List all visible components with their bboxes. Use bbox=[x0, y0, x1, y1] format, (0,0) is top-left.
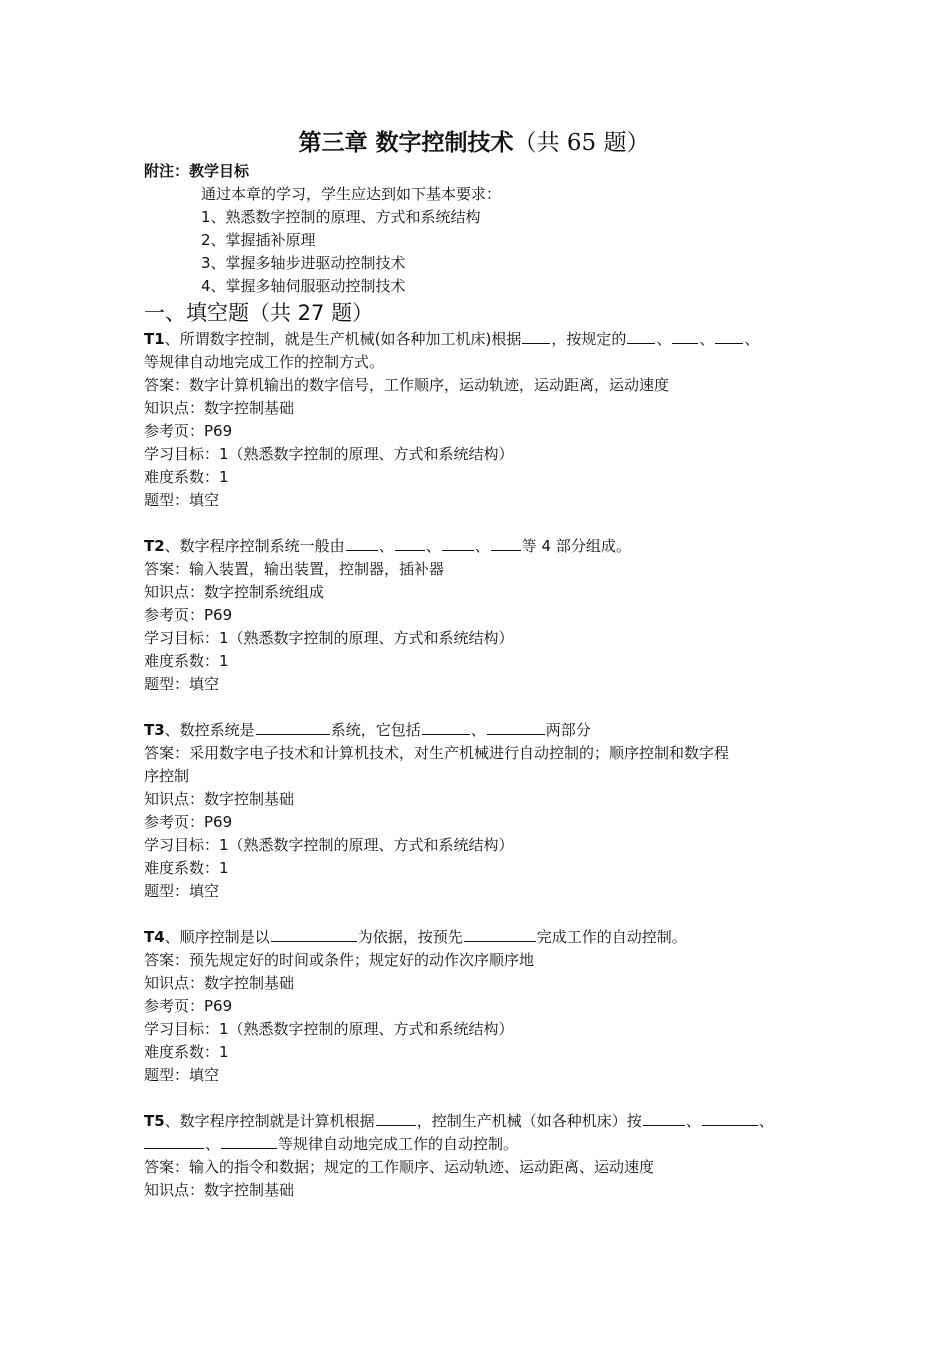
stem-text: 、 bbox=[425, 537, 441, 555]
question-t1 bbox=[144, 328, 824, 512]
answer-line-continued: 序控制 bbox=[144, 767, 190, 785]
answer-blank bbox=[271, 926, 357, 942]
question-stem bbox=[144, 328, 824, 351]
page-title bbox=[144, 126, 804, 160]
objectives-intro: 通过本章的学习，学生应达到如下基本要求： bbox=[201, 185, 502, 203]
answer-blank bbox=[464, 926, 536, 942]
stem-text: 、顺序控制是以 bbox=[164, 928, 270, 946]
answer-line: 答案：预先规定好的时间或条件；规定好的动作次序顺序地 bbox=[144, 951, 535, 969]
difficulty-line: 难度系数：1 bbox=[144, 468, 229, 486]
answer-blank bbox=[376, 1110, 416, 1126]
question-type-line: 题型：填空 bbox=[144, 1066, 220, 1084]
stem-text: 、数控系统是 bbox=[164, 721, 255, 739]
stem-text: ，按规定的 bbox=[551, 330, 627, 348]
stem-text: 等规律自动地完成工作的自动控制。 bbox=[278, 1135, 519, 1153]
answer-blank bbox=[643, 1110, 685, 1126]
answer-blank bbox=[487, 719, 545, 735]
question-stem-line2 bbox=[144, 1133, 824, 1156]
objective-item: 2、掌握插补原理 bbox=[201, 231, 316, 249]
question-t4 bbox=[144, 926, 824, 1087]
stem-text: 、 bbox=[474, 537, 490, 555]
section-heading: 一、填空题（共 27 题） bbox=[144, 301, 374, 325]
question-stem bbox=[144, 926, 824, 949]
question-stem bbox=[144, 1110, 824, 1133]
answer-blank bbox=[627, 328, 655, 344]
answer-blank bbox=[256, 719, 330, 735]
question-number: T3 bbox=[144, 721, 165, 739]
stem-text: 为依据，按预先 bbox=[357, 928, 463, 946]
question-t5 bbox=[144, 1110, 824, 1202]
answer-blank bbox=[522, 328, 550, 344]
stem-text: 等 4 部分组成。 bbox=[521, 537, 631, 555]
stem-text: 、 bbox=[699, 330, 715, 348]
answer-line: 答案：采用数字电子技术和计算机技术，对生产机械进行自动控制的；顺序控制和数字程 bbox=[144, 744, 730, 762]
stem-text: 两部分 bbox=[545, 721, 591, 739]
answer-blank bbox=[715, 328, 743, 344]
difficulty-line: 难度系数：1 bbox=[144, 859, 229, 877]
question-type-line: 题型：填空 bbox=[144, 491, 220, 509]
learning-goal-line: 学习目标：1（熟悉数字控制的原理、方式和系统结构） bbox=[144, 836, 514, 854]
stem-text: 、 bbox=[656, 330, 672, 348]
note-label: 附注：教学目标 bbox=[144, 162, 250, 180]
title-main: 第三章 数字控制技术 bbox=[298, 130, 514, 156]
question-stem bbox=[144, 719, 824, 742]
answer-blank bbox=[422, 719, 470, 735]
reference-page-line: 参考页：P69 bbox=[144, 813, 233, 831]
answer-blank bbox=[491, 535, 521, 551]
stem-text: 、所谓数字控制，就是生产机械(如各种加工机床)根据 bbox=[164, 330, 522, 348]
knowledge-line: 知识点：数字控制系统组成 bbox=[144, 583, 325, 601]
learning-goal-line: 学习目标：1（熟悉数字控制的原理、方式和系统结构） bbox=[144, 445, 514, 463]
difficulty-line: 难度系数：1 bbox=[144, 1043, 229, 1061]
question-number: T1 bbox=[144, 330, 165, 348]
knowledge-line: 知识点：数字控制基础 bbox=[144, 790, 295, 808]
answer-blank bbox=[702, 1110, 758, 1126]
answer-line: 答案：输入的指令和数据；规定的工作顺序、运动轨迹、运动距离、运动速度 bbox=[144, 1158, 655, 1176]
question-stem bbox=[144, 535, 824, 558]
stem-text: 、 bbox=[758, 1112, 774, 1130]
question-number: T5 bbox=[144, 1112, 165, 1130]
reference-page-line: 参考页：P69 bbox=[144, 422, 233, 440]
stem-text: 、 bbox=[470, 721, 486, 739]
difficulty-line: 难度系数：1 bbox=[144, 652, 229, 670]
question-number: T2 bbox=[144, 537, 165, 555]
answer-blank bbox=[221, 1133, 277, 1149]
title-suffix: （共 65 题） bbox=[513, 130, 650, 156]
stem-text: ，控制生产机械（如各种机床）按 bbox=[416, 1112, 642, 1130]
learning-goal-line: 学习目标：1（熟悉数字控制的原理、方式和系统结构） bbox=[144, 629, 514, 647]
reference-page-line: 参考页：P69 bbox=[144, 997, 233, 1015]
stem-text: 完成工作的自动控制。 bbox=[536, 928, 687, 946]
objective-item: 3、掌握多轴步进驱动控制技术 bbox=[201, 254, 406, 272]
question-t3 bbox=[144, 719, 824, 903]
answer-blank bbox=[395, 535, 425, 551]
objectives-block bbox=[144, 183, 824, 298]
stem-text: 、 bbox=[685, 1112, 701, 1130]
stem-text: 系统，它包括 bbox=[330, 721, 421, 739]
stem-text: 、 bbox=[205, 1135, 221, 1153]
question-type-line: 题型：填空 bbox=[144, 675, 220, 693]
learning-goal-line: 学习目标：1（熟悉数字控制的原理、方式和系统结构） bbox=[144, 1020, 514, 1038]
objective-item: 4、掌握多轴伺服驱动控制技术 bbox=[201, 277, 406, 295]
document-content bbox=[144, 126, 824, 1225]
stem-text: 、数字程序控制系统一般由 bbox=[164, 537, 345, 555]
question-number: T4 bbox=[144, 928, 165, 946]
answer-line: 答案：数字计算机输出的数字信号，工作顺序，运动轨迹，运动距离，运动速度 bbox=[144, 376, 670, 394]
question-t2 bbox=[144, 535, 824, 696]
answer-blank bbox=[346, 535, 378, 551]
answer-blank bbox=[144, 1133, 204, 1149]
question-type-line: 题型：填空 bbox=[144, 882, 220, 900]
stem-text: 、 bbox=[744, 330, 760, 348]
answer-blank bbox=[672, 328, 698, 344]
objective-item: 1、熟悉数字控制的原理、方式和系统结构 bbox=[201, 208, 481, 226]
question-stem-line2: 等规律自动地完成工作的控制方式。 bbox=[144, 353, 385, 371]
answer-blank bbox=[442, 535, 474, 551]
stem-text: 、 bbox=[378, 537, 394, 555]
stem-text: 、数字程序控制就是计算机根据 bbox=[164, 1112, 375, 1130]
answer-line: 答案：输入装置，输出装置，控制器，插补器 bbox=[144, 560, 445, 578]
reference-page-line: 参考页：P69 bbox=[144, 606, 233, 624]
knowledge-line: 知识点：数字控制基础 bbox=[144, 974, 295, 992]
knowledge-line: 知识点：数字控制基础 bbox=[144, 1181, 295, 1199]
knowledge-line: 知识点：数字控制基础 bbox=[144, 399, 295, 417]
